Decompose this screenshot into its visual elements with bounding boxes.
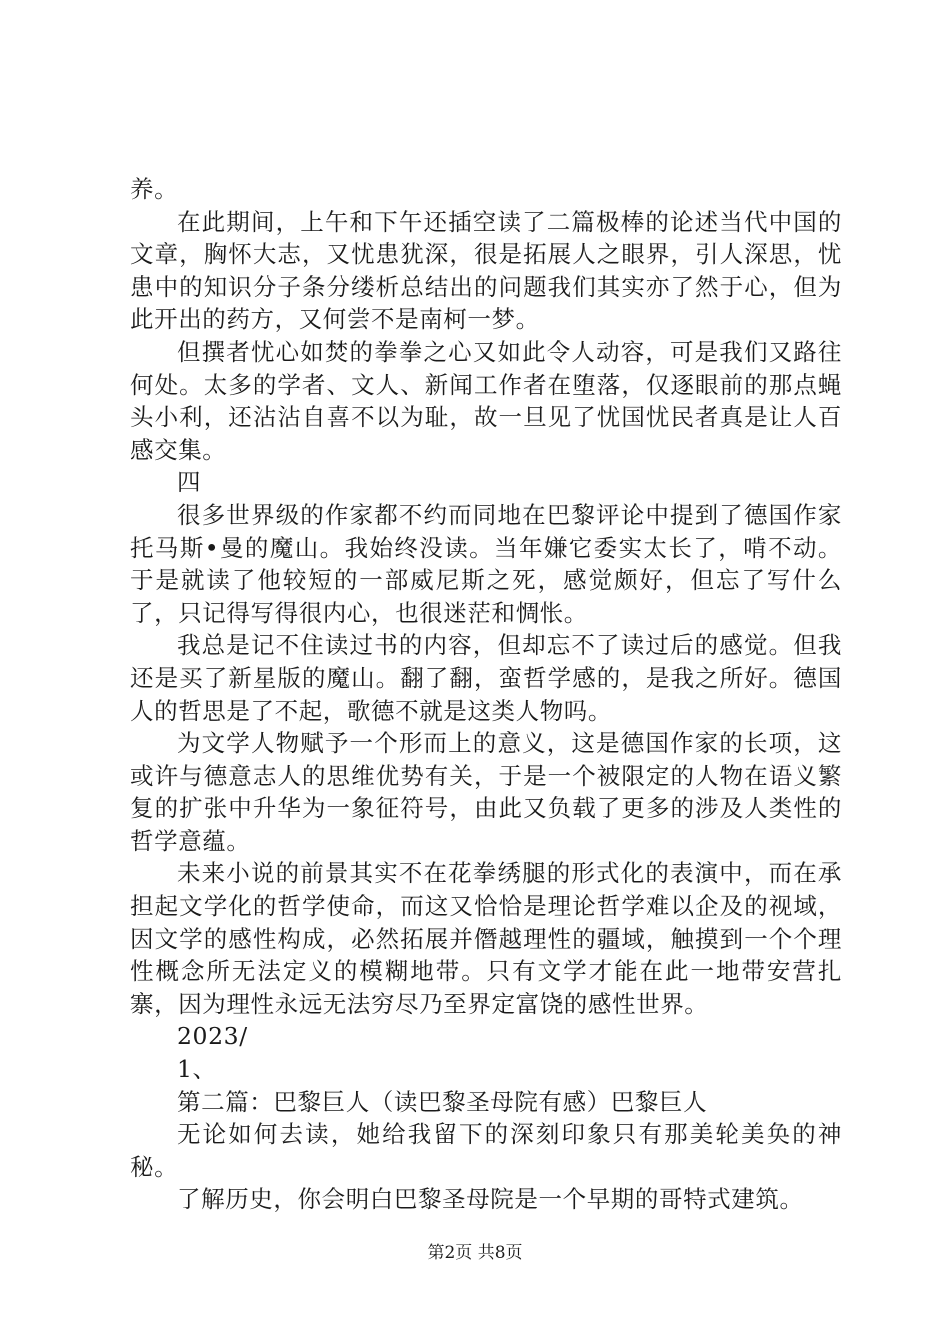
paragraph-3: 但撰者忧心如焚的拳拳之心又如此令人动容，可是我们又路往何处。太多的学者、文人、新闻工作者在堕落，仅逐眼前的那点蝇头小利，还沾沾自喜不以为耻，故一旦见了忧国忧民者真是让人百感交集。	[130, 337, 842, 464]
paragraph-6: 我总是记不住读过书的内容，但却忘不了读过后的感觉。但我还是买了新星版的魔山。翻了翻，蛮哲学感的，是我之所好。德国人的哲思是了不起，歌德不就是这类人物吗。	[130, 631, 842, 725]
paragraph-13: 了解历史，你会明白巴黎圣母院是一个早期的哥特式建筑。	[177, 1185, 804, 1214]
paragraph-7: 为文学人物赋予一个形而上的意义，这是德国作家的长项，这或许与德意志人的思维优势有关，于是一个被限定的人物在语义繁复的扩张中升华为一象征符号，由此又负载了更多的涉及人类性的哲学意蕴。	[130, 729, 842, 855]
paragraph-2: 在此期间，上午和下午还插空读了二篇极棒的论述当代中国的文章，胸怀大志，又忧患犹深，很是拓展人之眼界，引人深思，忧患中的知识分子条分缕析总结出的问题我们其实亦了然于心，但为此开出的药方，又何尝不是南柯一梦。	[130, 207, 842, 334]
paragraph-5: 很多世界级的作家都不约而同地在巴黎评论中提到了德国作家托马斯•曼的魔山。我始终没读。当年嫌它委实太长了，啃不动。于是就读了他较短的一部威尼斯之死，感觉颇好，但忘了写什么了，只记得写得很内心，也很迷茫和惆怅。	[130, 500, 842, 627]
date-line: 2023/	[177, 1022, 248, 1051]
chapter-title: 第二篇：巴黎巨人（读巴黎圣母院有感）巴黎巨人	[177, 1087, 708, 1116]
document-body	[130, 173, 842, 1216]
paragraph-8: 未来小说的前景其实不在花拳绣腿的形式化的表演中，而在承担起文学化的哲学使命，而这又恰恰是理论哲学难以企及的视域，因文学的感性构成，必然拓展并僭越理性的疆域，触摸到一个个理性概念所无法定义的模糊地带。只有文学才能在此一地带安营扎寨，因为理性永远无法穷尽乃至界定富饶的感性世界。	[130, 859, 842, 1018]
section-heading-four: 四	[177, 468, 202, 497]
page-footer: 第2页 共8页	[427, 1243, 523, 1263]
paragraph-1: 养。	[130, 175, 179, 203]
paragraph-12: 无论如何去读，她给我留下的深刻印象只有那美轮美奂的神秘。	[130, 1120, 842, 1181]
list-number: 1、	[177, 1055, 217, 1084]
